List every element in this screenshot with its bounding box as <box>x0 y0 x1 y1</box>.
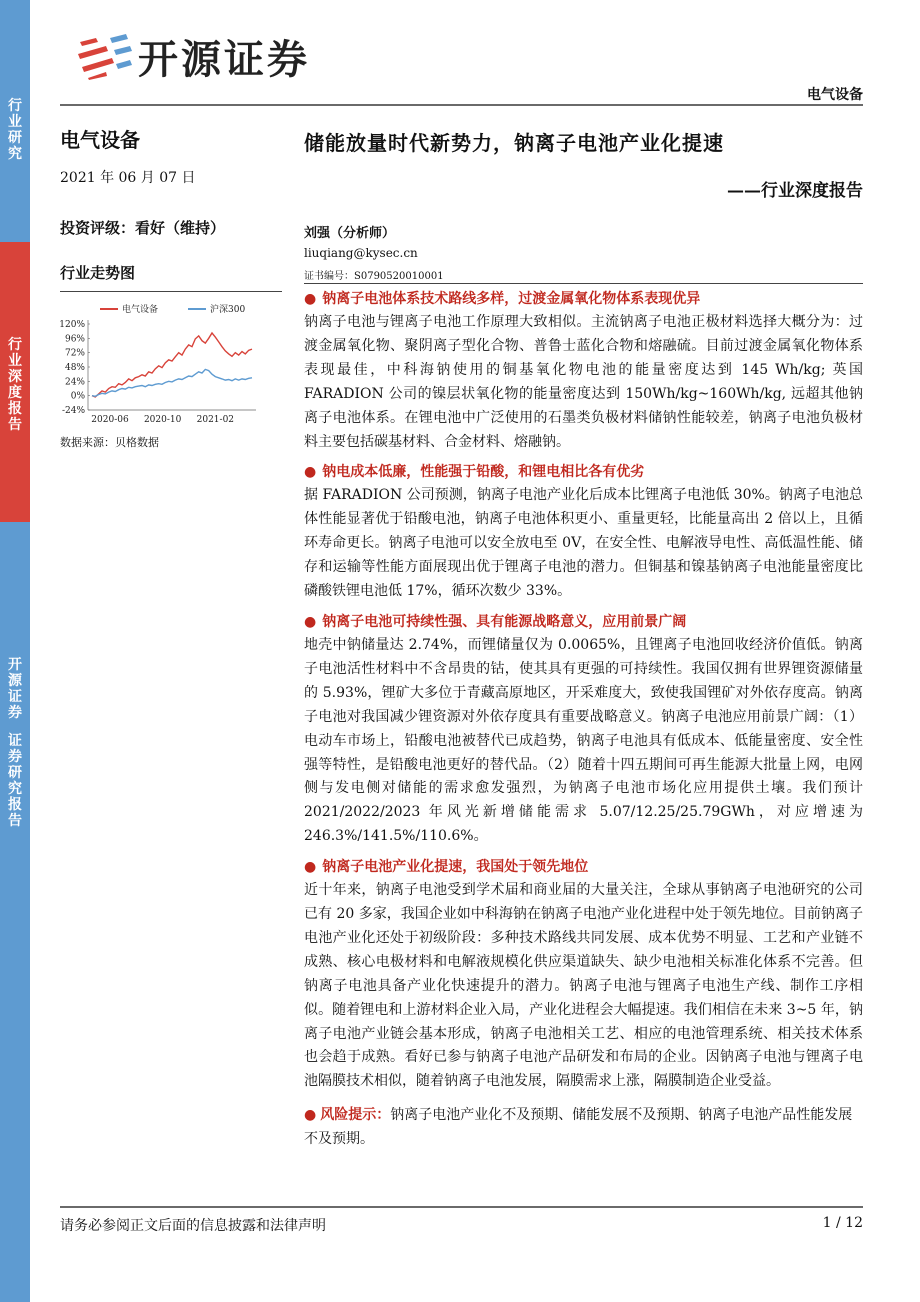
series-line <box>92 369 252 396</box>
sector-name: 电气设备 <box>60 128 140 152</box>
report-subtitle: ——行业深度报告 <box>727 181 863 201</box>
footer-disclaimer[interactable]: 请务必参阅正文后面的信息披露和法律声明 <box>60 1218 326 1234</box>
bullet-icon: ● <box>304 1107 317 1124</box>
band-char: 报 <box>8 797 22 813</box>
brand-name: 开源证券 <box>138 37 310 83</box>
y-tick-label: 48% <box>64 363 85 373</box>
band-char: 券 <box>8 749 22 765</box>
x-tick-label: 2020-10 <box>143 415 182 425</box>
bullet-icon: ● <box>304 859 317 876</box>
band-char: 告 <box>8 813 22 829</box>
band-char: 报 <box>8 401 22 417</box>
trend-chart <box>60 302 282 428</box>
band-char: 研 <box>8 130 22 146</box>
band-char: 究 <box>8 146 22 162</box>
band-char: 业 <box>8 353 22 369</box>
report-date: 2021 年 06 月 07 日 <box>60 170 196 186</box>
risk-text: 钠离子电池产业化不及预期、储能发展不及预期、钠离子电池产品性能发展不及预期。 <box>304 1107 853 1148</box>
x-tick-label: 2021-02 <box>196 415 235 425</box>
section-heading-text: 钠离子电池体系技术路线多样，过渡金属氧化物体系表现优异 <box>322 291 701 307</box>
section-heading-text: 钠电成本低廉，性能强于铅酸，和锂电相比各有优劣 <box>322 464 645 481</box>
report-body <box>304 289 863 1152</box>
brand-logo <box>76 28 310 85</box>
section-paragraph: 近十年来，钠离子电池受到学术届和商业届的大量关注，全球从事钠离子电池研究的公司已有 20 多家，我国企业如中科海钠在钠离子电池产业化进程中处于领先地位。目前钠离子电池产业化还处于初级阶段：多种技术路线共同发展、成本优势不明显、工艺和产业链不成熟、核心电极材料和电解液规模化供应渠道缺失、缺少电池相关标准化体系不完善。但钠离子电池具备产业化快速提升的潜力。钠离子电池与锂离子电池生产线、制作工序相似。随着锂电和上游材料企业入局，产业化进程会大幅提速。我们相信在未来 3~5 年，钠离子电池产业链会基本形成，钠离子电池相关工艺、相应的电池管理系统、相关技术体系也会趋于成熟。看好已参与钠离子电池产品研发和布局的企业。因钠离子电池与锂离子电池隔膜技术相似，随着钠离子电池发展，隔膜需求上涨，隔膜制造企业受益。 <box>304 882 863 1090</box>
side-band-middle <box>0 242 30 522</box>
section-paragraph: 钠离子电池与锂离子电池工作原理大致相似。主流钠离子电池正极材料选择大概分为：过渡金属氧化物、聚阴离子型化合物、普鲁士蓝化合物和熔融硫。目前过渡金属氧化物体系表现最佳，中科海钠使用的铜基氧化物电池的能量密度达到 145 Wh/kg; 英国 FARADION 公司的镍层状氧化物的能量密度达到 150Wh/kg~160Wh/kg, 远超其他钠离子电池体系。在锂电池中广泛使用的石墨类负极材料储钠性能较差，钠离子电池负极材料主要包括碳基材料、合金材料、熔融钠。 <box>304 314 863 450</box>
section-heading <box>304 857 863 877</box>
x-tick-label: 2020-06 <box>91 415 129 425</box>
y-tick-label: 96% <box>64 334 85 345</box>
band-char: 度 <box>8 385 22 401</box>
legend-label: 电气设备 <box>122 305 159 315</box>
chart-source: 数据来源：贝格数据 <box>60 436 159 449</box>
bullet-icon: ● <box>304 464 317 481</box>
section-heading <box>304 612 863 632</box>
band-char: 源 <box>8 673 22 689</box>
footer-divider <box>60 1206 863 1208</box>
bullet-icon: ● <box>304 291 317 307</box>
band-char: 开 <box>8 657 22 673</box>
risk-notice <box>304 1104 863 1152</box>
section-paragraph: 地壳中钠储量达 2.74%，而锂储量仅为 0.0065%，且锂离子电池回收经济价值低。钠离子电池活性材料中不含昂贵的钴，使其具有更强的可持续性。我国仅拥有世界锂资源储量的 5.93%，锂矿大多位于青藏高原地区，开采难度大，致使我国锂矿对外依存度高。钠离子电池对我国减少锂资源对外依存度具有重要战略意义。钠离子电池应用前景广阔：（1）电动车市场上，铅酸电池被替代已成趋势，钠离子电池具有低成本、低能量密度、安全性强等特性，是铅酸电池更好的替代品。（2）随着十四五期间可再生能源大批量上网，电网侧与发电侧对储能的需求愈发强烈，为钠离子电池市场化应用提供土壤。我们预计 2021/2022/2023 年风光新增储能需求 5.07/12.25/25.79GWh，对应增速为 246.3%/141.5%/110.6%。 <box>304 636 863 845</box>
header-category: 电气设备 <box>807 87 863 103</box>
band-char: 证 <box>8 689 22 705</box>
report-title: 储能放量时代新势力，钠离子电池产业化提速 <box>304 131 724 155</box>
y-tick-label: 72% <box>64 348 85 359</box>
y-tick-label: 120% <box>60 320 85 330</box>
side-band-top <box>0 0 30 242</box>
section-heading-text: 钠离子电池产业化提速，我国处于领先地位 <box>322 859 589 876</box>
bullet-icon: ● <box>304 613 317 630</box>
section-heading <box>304 462 863 482</box>
y-tick-label: 0% <box>70 391 85 402</box>
investment-rating: 投资评级：看好（维持） <box>60 219 226 237</box>
y-tick-label: 24% <box>64 377 85 388</box>
band-char: 研 <box>8 765 22 781</box>
left-column <box>60 124 282 450</box>
legend-label: 沪深300 <box>210 305 246 315</box>
band-char: 行 <box>8 98 22 114</box>
trend-chart-svg <box>60 302 282 428</box>
analyst-name[interactable]: 刘强（分析师） <box>304 226 396 241</box>
analyst-cert: 证书编号：S0790520010001 <box>304 271 444 282</box>
band-char: 券 <box>8 705 22 721</box>
logo-mark-icon <box>76 34 132 80</box>
band-char: 行 <box>8 337 22 353</box>
band-char: 告 <box>8 417 22 433</box>
trend-divider <box>60 291 282 292</box>
section-heading-text: 钠离子电池可持续性强、具有能源战略意义，应用前景广阔 <box>322 613 687 630</box>
y-tick-label: -24% <box>61 406 85 416</box>
analyst-divider <box>304 283 863 284</box>
risk-label: 风险提示： <box>320 1107 391 1124</box>
section-paragraph: 据 FARADION 公司预测，钠离子电池产业化后成本比锂离子电池低 30%。钠离子电池总体性能显著优于铅酸电池，钠离子电池体积更小、重量更轻，比能量高出 2 倍以上，且循环寿命更长。钠离子电池可以安全放电至 0V，在安全性、电解液导电性、高低温性能、储存和运输等性能方面展现出优于锂离子电池的潜力。但铜基和镍基钠离子电池能量密度比磷酸铁锂电池低 17%，循环次数少 33%。 <box>304 487 863 600</box>
band-char: 证 <box>8 733 22 749</box>
series-line <box>92 333 252 397</box>
band-char: 业 <box>8 114 22 130</box>
analyst-email[interactable]: liuqiang@kysec.cn <box>304 246 418 260</box>
header-divider <box>60 104 863 106</box>
band-char: 究 <box>8 781 22 797</box>
page-number: 1 / 12 <box>822 1215 863 1231</box>
trend-title: 行业走势图 <box>60 264 136 282</box>
side-band-bottom <box>0 522 30 1302</box>
section-heading <box>304 289 863 309</box>
band-char: 深 <box>8 369 22 385</box>
